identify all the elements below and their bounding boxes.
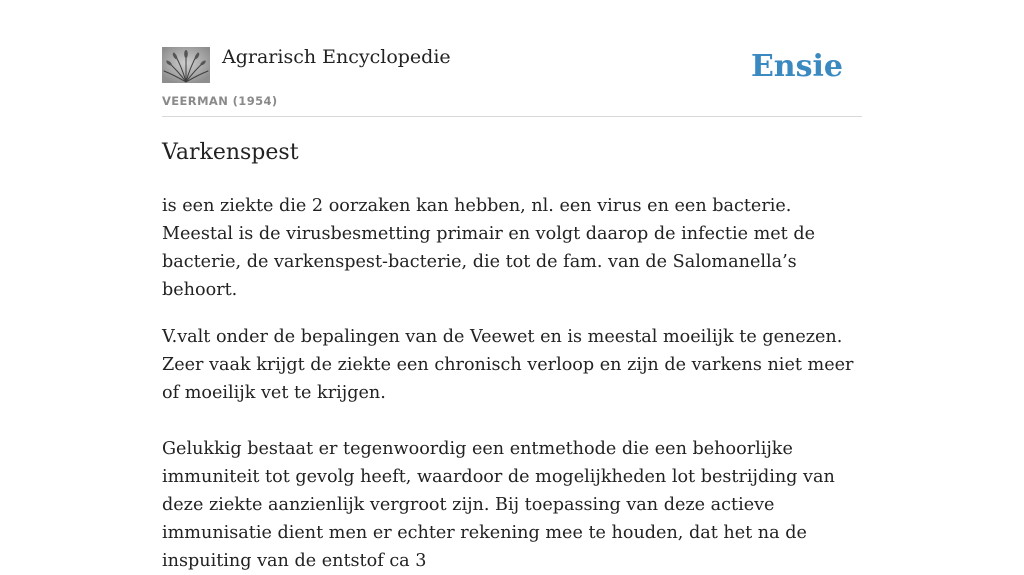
header	[162, 44, 862, 117]
book-author: VEERMAN (1954)	[162, 94, 278, 108]
brand-logo-link[interactable]: Ensie	[750, 49, 843, 84]
paragraph: Gelukkig bestaat er tegenwoordig een entmethode die een behoorlijke immuniteit tot gevolg heeft, waardoor de mogelijkheden lot bestrijding van deze ziekte aanzienlijk vergroot zijn. Bij toepassing van deze actieve immunisatie dient men er echter rekening mee te houden, dat het na de inspuiting van de entstof ca 3	[162, 439, 835, 571]
paragraph: V.valt onder de bepalingen van de Veewet en is meestal moeilijk te genezen. Zeer vaak krijgt de ziekte een chronisch verloop en zijn de varkens niet meer of moeilijk vet te krijgen.	[162, 327, 854, 403]
book-title[interactable]: Agrarisch Encyclopedie	[222, 46, 451, 68]
article-body	[162, 192, 868, 575]
entry-title: Varkenspest	[162, 140, 299, 165]
paragraph: is een ziekte die 2 oorzaken kan hebben, nl. een virus en een bacterie. Meestal is de virusbesmetting primair en volgt daarop de infectie met de bacterie, de varkenspest-bacterie, die tot de fam. van de Salomanella’s behoort.	[162, 196, 816, 300]
wheat-ears-logo-icon[interactable]	[162, 47, 210, 83]
